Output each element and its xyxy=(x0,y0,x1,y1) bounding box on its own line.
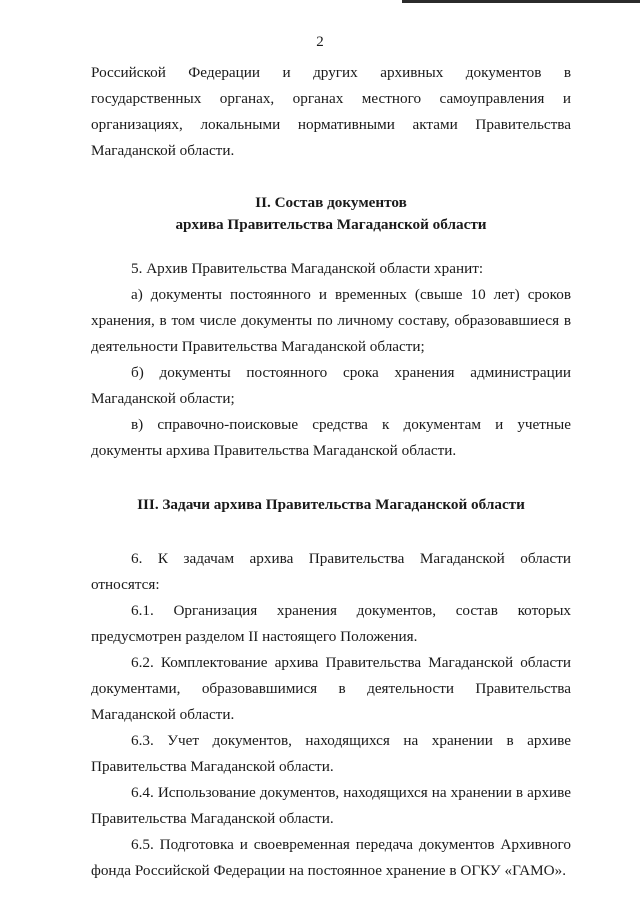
section-3-item-6-4: 6.4. Использование документов, находящихся на хранении в архиве Правительства Магаданской области. xyxy=(91,784,571,827)
section-3-item-6-2: 6.2. Комплектование архива Правительства Магаданской области документами, образовавшимися в деятельности Правительства Магаданской области. xyxy=(91,654,571,723)
section-3-item-6-1: 6.1. Организация хранения документов, состав которых предусмотрен разделом II настоящего Положения. xyxy=(91,602,571,645)
section-3-item-6-5: 6.5. Подготовка и своевременная передача документов Архивного фонда Российской Федерации на постоянное хранение в ОГКУ «ГАМО». xyxy=(91,836,571,879)
section-2-item-a: а) документы постоянного и временных (свыше 10 лет) сроков хранения, в том числе документы по личному составу, образовавшиеся в деятельности Правительства Магаданской области; xyxy=(91,286,571,355)
section-3-heading: III. Задачи архива Правительства Магаданской области xyxy=(137,496,525,513)
section-2-item-b: б) документы постоянного срока хранения администрации Магаданской области; xyxy=(91,364,571,407)
section-2-item-c: в) справочно-поисковые средства к документам и учетные документы архива Правительства Магаданской области. xyxy=(91,416,571,459)
section-2-heading-line-1: II. Состав документов xyxy=(255,194,407,211)
top-border-line xyxy=(402,0,640,3)
page-number: 2 xyxy=(316,34,324,50)
intro-paragraph: Российской Федерации и других архивных документов в государственных органах, органах местного самоуправления и организациях, локальными нормативными актами Правительства Магаданской области. xyxy=(91,64,571,159)
section-2-item-5: 5. Архив Правительства Магаданской области хранит: xyxy=(131,260,484,277)
section-3-item-6: 6. К задачам архива Правительства Магаданской области относятся: xyxy=(91,550,571,593)
document-body xyxy=(91,60,571,884)
section-3-item-6-3: 6.3. Учет документов, находящихся на хранении в архиве Правительства Магаданской области. xyxy=(91,732,571,775)
section-2-heading-line-2: архива Правительства Магаданской области xyxy=(175,216,487,233)
